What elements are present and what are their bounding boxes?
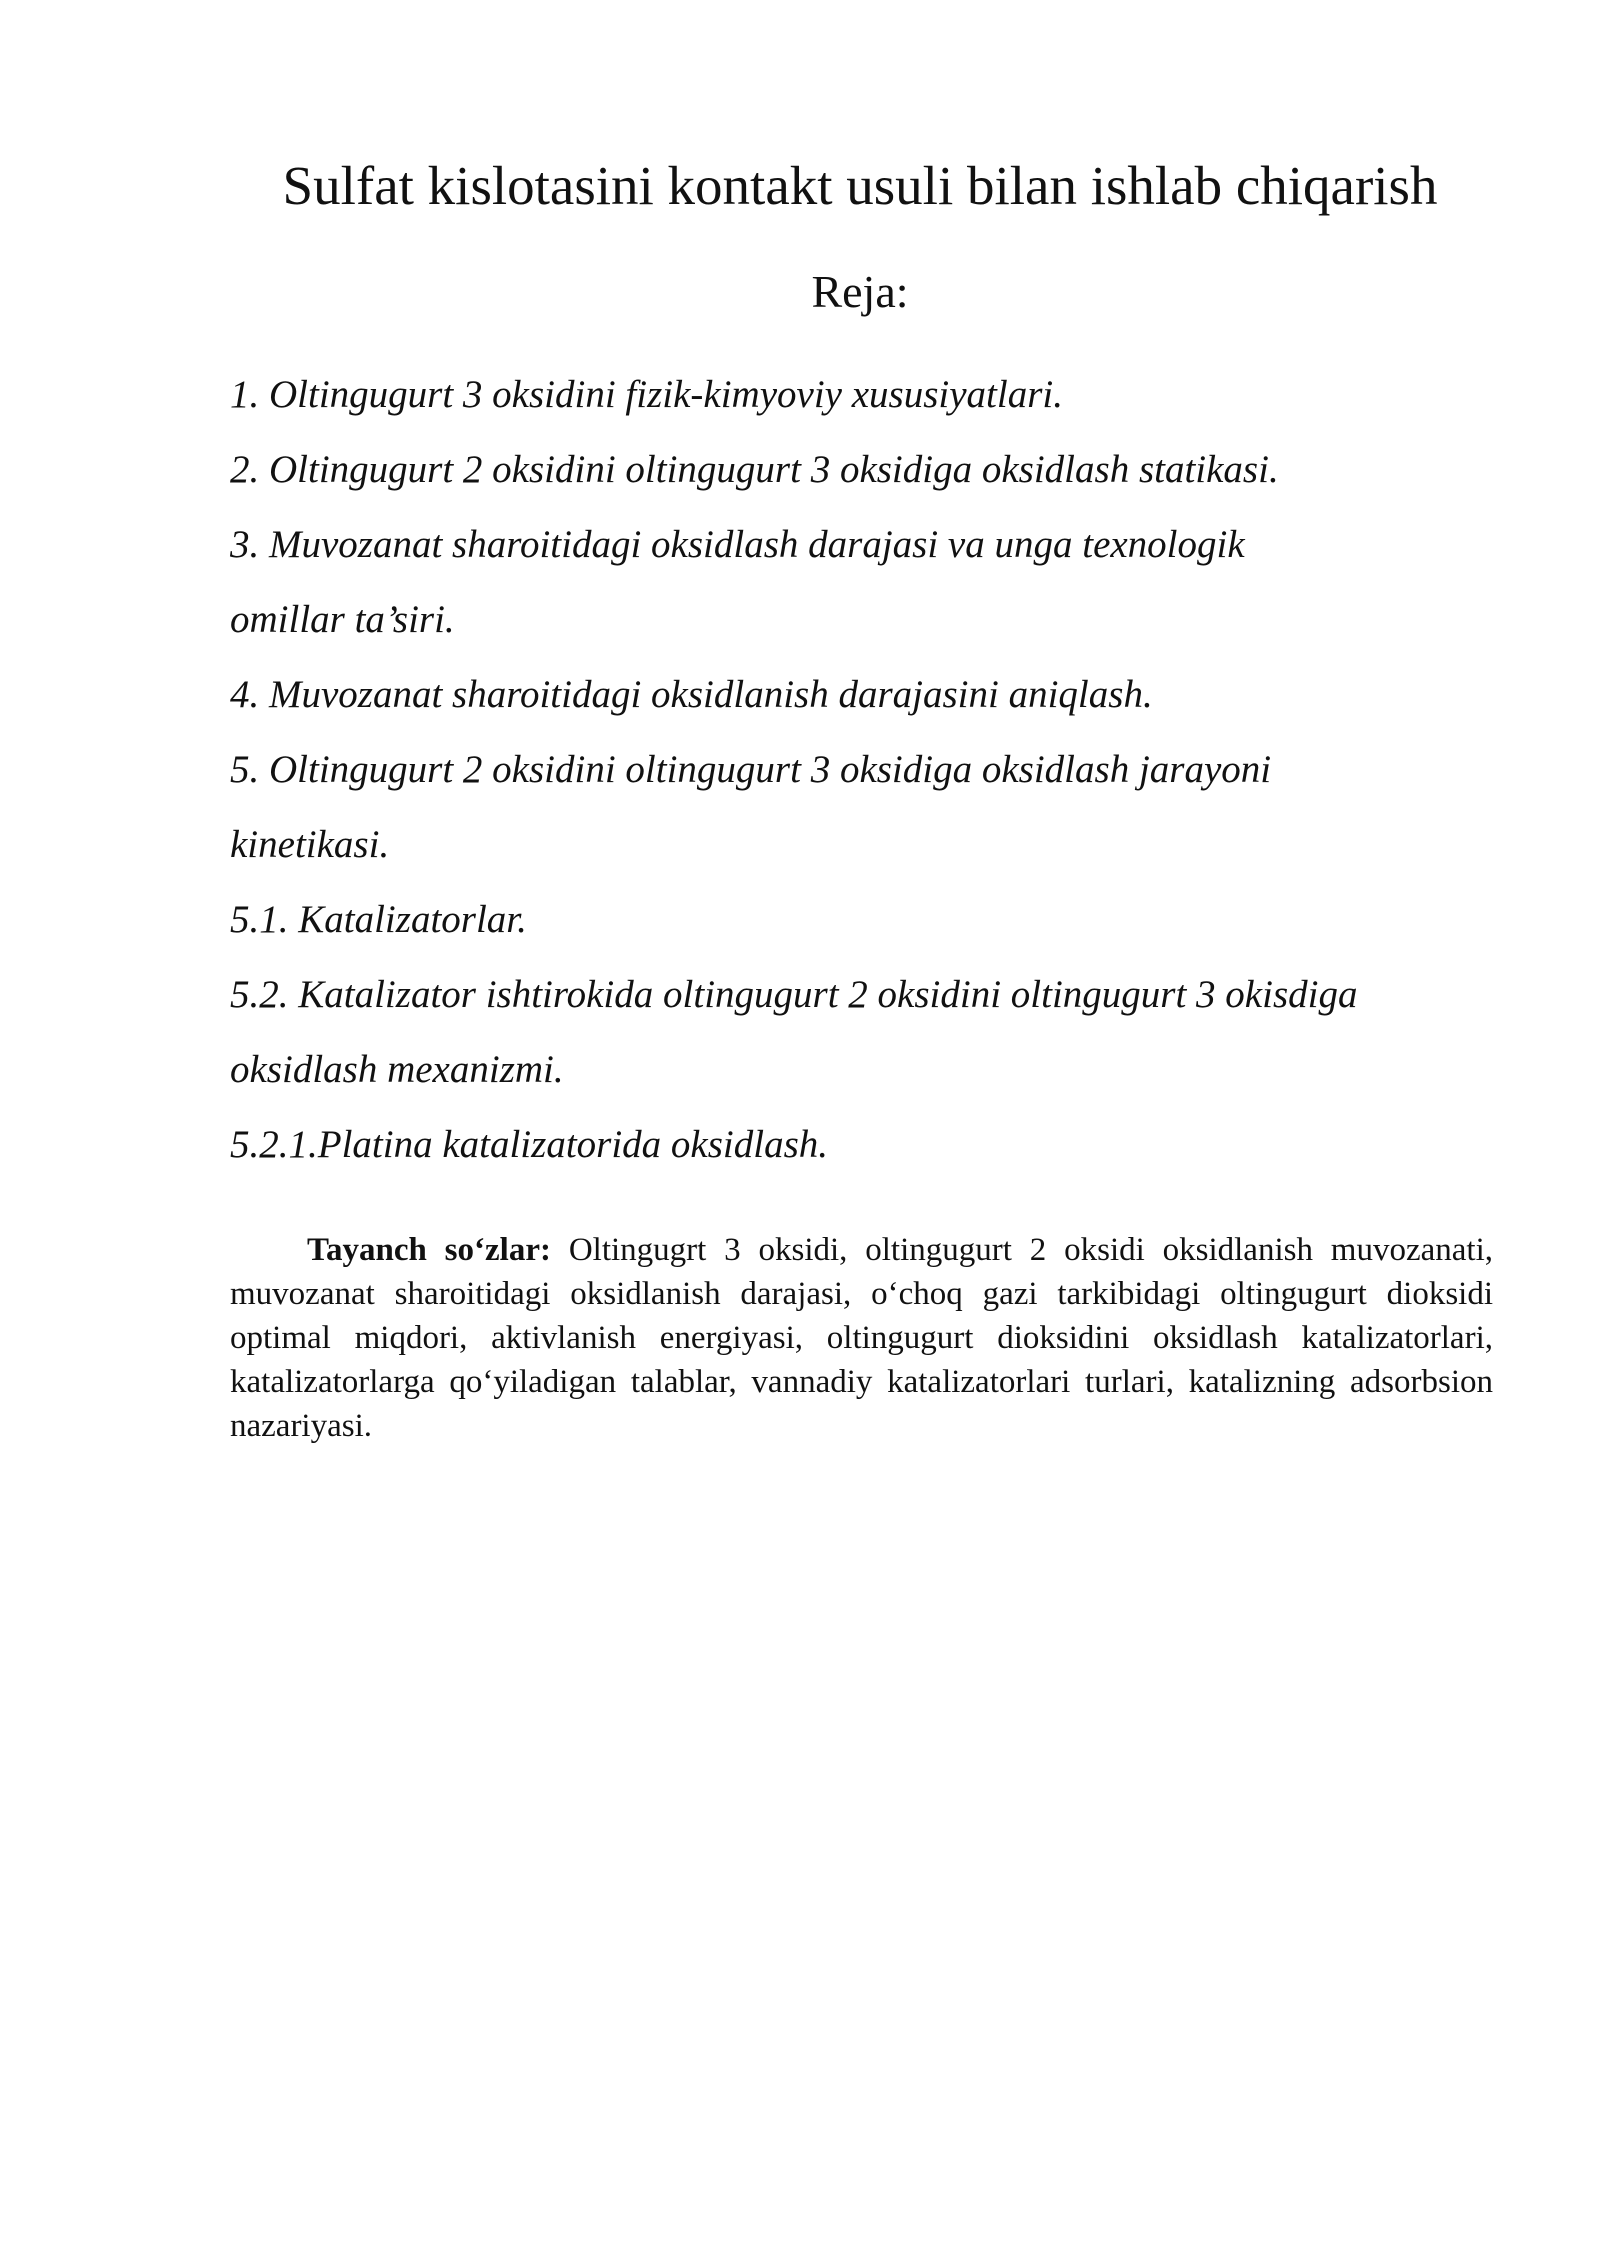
plan-line: 5.2. Katalizator ishtirokida oltingugurt 2 oksidini oltingugurt 3 okisdiga xyxy=(230,973,1358,1016)
keywords-label: Tayanch so‘zlar: xyxy=(307,1232,551,1268)
plan-line: 2. Oltingugurt 2 oksidini oltingugurt 3 oksidiga oksidlash statikasi. xyxy=(230,448,1279,491)
keywords-text: Oltingugrt 3 oksidi, oltingugurt 2 oksidi oksidlanish muvozanati, muvozanat sharoitidagi oksidlanish darajasi, o‘choq gazi tarkibidagi oltingugurt dioksidi optimal miqdori, aktivlanish energiyasi, oltingugurt dioksidini oksidlash katalizatorlari, katalizatorlarga qo‘yiladigan talablar, vannadiy katalizatorlari turlari, katalizning adsorbsion nazariyasi. xyxy=(230,1232,1493,1444)
plan-line: 3. Muvozanat sharoitidagi oksidlash darajasi va unga texnologik xyxy=(230,523,1245,566)
plan-line: oksidlash mexanizmi. xyxy=(230,1048,564,1091)
plan-line: omillar ta’siri. xyxy=(230,598,455,641)
plan-heading: Reja: xyxy=(811,266,909,317)
document-title: Sulfat kislotasini kontakt usuli bilan ishlab chiqarish xyxy=(282,155,1438,216)
plan-line: kinetikasi. xyxy=(230,823,390,866)
plan-line: 5. Oltingugurt 2 oksidini oltingugurt 3 oksidiga oksidlash jarayoni xyxy=(230,748,1272,791)
plan-line: 5.2.1.Platina katalizatorida oksidlash. xyxy=(230,1123,829,1166)
plan-list xyxy=(230,357,1500,1182)
keywords-paragraph xyxy=(230,1228,1493,1448)
plan-line: 4. Muvozanat sharoitidagi oksidlanish darajasini aniqlash. xyxy=(230,673,1153,716)
plan-line: 1. Oltingugurt 3 oksidini fizik-kimyoviy xususiyatlari. xyxy=(230,373,1063,416)
plan-line: 5.1. Katalizatorlar. xyxy=(230,898,527,941)
